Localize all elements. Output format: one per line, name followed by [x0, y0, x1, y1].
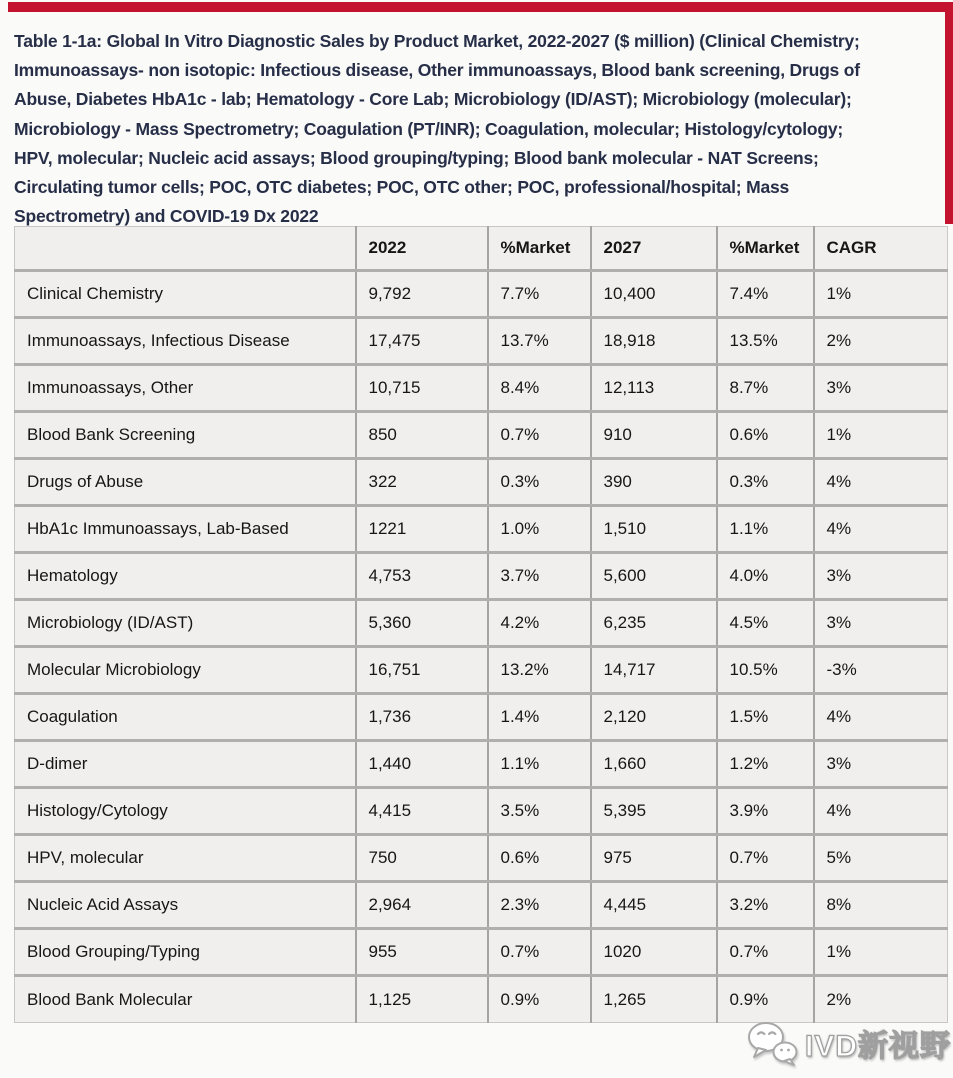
cell-2027-sales: 4,445 — [591, 882, 717, 929]
cell-2022-sales: 4,415 — [356, 788, 488, 835]
cell-cagr: 4% — [814, 459, 948, 506]
table-row — [15, 412, 948, 459]
table-title-line: Microbiology - Mass Spectrometry; Coagulation (PT/INR); Coagulation, molecular; Histology/cytology; — [14, 118, 844, 139]
cell-cagr: 8% — [814, 882, 948, 929]
cell-2027-pct-market: 1.5% — [717, 694, 814, 741]
table-title-line: Abuse, Diabetes HbA1c - lab; Hematology - Core Lab; Microbiology (ID/AST); Microbiology (molecular); — [14, 89, 852, 110]
cell-2027-sales: 12,113 — [591, 365, 717, 412]
header-pct-market-2022: %Market — [488, 227, 591, 271]
table-title-line: Table 1-1a: Global In Vitro Diagnostic Sales by Product Market, 2022-2027 ($ million) (Clinical Chemistry; — [14, 31, 860, 51]
cell-cagr: 4% — [814, 506, 948, 553]
cell-product-market: Blood Bank Screening — [15, 412, 356, 459]
table-row — [15, 788, 948, 835]
cell-cagr: -3% — [814, 647, 948, 694]
cell-2027-pct-market: 0.7% — [717, 835, 814, 882]
cell-2022-pct-market: 1.4% — [488, 694, 591, 741]
cell-2022-sales: 5,360 — [356, 600, 488, 647]
cell-2027-pct-market: 3.9% — [717, 788, 814, 835]
cell-product-market: Drugs of Abuse — [15, 459, 356, 506]
table-title-line: Circulating tumor cells; POC, OTC diabetes; POC, OTC other; POC, professional/hospital; Mass — [14, 177, 790, 198]
header-cagr: CAGR — [814, 227, 948, 271]
cell-cagr: 2% — [814, 318, 948, 365]
cell-cagr: 1% — [814, 412, 948, 459]
table-row — [15, 459, 948, 506]
table-row — [15, 929, 948, 976]
cell-2027-sales: 1,510 — [591, 506, 717, 553]
cell-2022-sales: 1,736 — [356, 694, 488, 741]
table-row — [15, 365, 948, 412]
table-body — [15, 271, 948, 1023]
cell-2022-pct-market: 1.1% — [488, 741, 591, 788]
cell-2022-pct-market: 13.2% — [488, 647, 591, 694]
table-row — [15, 976, 948, 1023]
watermark-text: IVD新视野 — [804, 1030, 951, 1063]
table-title-line: HPV, molecular; Nucleic acid assays; Blood grouping/typing; Blood bank molecular - NAT Screens; — [14, 147, 819, 168]
header-row — [15, 227, 948, 271]
cell-2027-pct-market: 0.3% — [717, 459, 814, 506]
cell-product-market: Immunoassays, Other — [15, 365, 356, 412]
cell-2027-sales: 5,600 — [591, 553, 717, 600]
cell-cagr: 4% — [814, 788, 948, 835]
cell-2027-sales: 6,235 — [591, 600, 717, 647]
cell-2022-pct-market: 0.9% — [488, 976, 591, 1023]
cell-2027-pct-market: 0.7% — [717, 929, 814, 976]
header-2027: 2027 — [591, 227, 717, 271]
cell-2027-pct-market: 13.5% — [717, 318, 814, 365]
cell-2022-pct-market: 0.7% — [488, 412, 591, 459]
cell-2027-sales: 910 — [591, 412, 717, 459]
cell-product-market: Microbiology (ID/AST) — [15, 600, 356, 647]
cell-cagr: 5% — [814, 835, 948, 882]
cell-2027-pct-market: 8.7% — [717, 365, 814, 412]
cell-2022-sales: 4,753 — [356, 553, 488, 600]
cell-product-market: Blood Bank Molecular — [15, 976, 356, 1023]
cell-product-market: Immunoassays, Infectious Disease — [15, 318, 356, 365]
cell-2027-pct-market: 1.2% — [717, 741, 814, 788]
cell-2027-sales: 2,120 — [591, 694, 717, 741]
top-accent-bar — [8, 2, 953, 12]
cell-2022-sales: 9,792 — [356, 271, 488, 318]
cell-product-market: Histology/Cytology — [15, 788, 356, 835]
table-title-line: Immunoassays- non isotopic: Infectious disease, Other immunoassays, Blood bank screening, Drugs of — [14, 60, 860, 81]
cell-2022-pct-market: 2.3% — [488, 882, 591, 929]
cell-2022-pct-market: 7.7% — [488, 271, 591, 318]
cell-2027-sales: 1,660 — [591, 741, 717, 788]
table-row — [15, 553, 948, 600]
cell-2022-sales: 322 — [356, 459, 488, 506]
cell-2027-pct-market: 1.1% — [717, 506, 814, 553]
cell-product-market: Clinical Chemistry — [15, 271, 356, 318]
cell-cagr: 1% — [814, 271, 948, 318]
cell-2022-sales: 10,715 — [356, 365, 488, 412]
cell-2022-pct-market: 1.0% — [488, 506, 591, 553]
cell-2022-sales: 850 — [356, 412, 488, 459]
cell-2022-sales: 1,440 — [356, 741, 488, 788]
table-title-line: Spectrometry) and COVID-19 Dx 2022 — [14, 206, 319, 227]
cell-2027-sales: 14,717 — [591, 647, 717, 694]
table-row — [15, 741, 948, 788]
cell-cagr: 2% — [814, 976, 948, 1023]
table-row — [15, 318, 948, 365]
cell-2022-pct-market: 0.6% — [488, 835, 591, 882]
cell-2027-sales: 5,395 — [591, 788, 717, 835]
cell-2027-sales: 975 — [591, 835, 717, 882]
cell-product-market: Nucleic Acid Assays — [15, 882, 356, 929]
table-row — [15, 882, 948, 929]
cell-2022-sales: 1221 — [356, 506, 488, 553]
cell-2022-pct-market: 8.4% — [488, 365, 591, 412]
table-row — [15, 647, 948, 694]
cell-2027-pct-market: 0.9% — [717, 976, 814, 1023]
cell-2022-sales: 17,475 — [356, 318, 488, 365]
cell-2027-pct-market: 0.6% — [717, 412, 814, 459]
table-row — [15, 600, 948, 647]
cell-cagr: 1% — [814, 929, 948, 976]
cell-2022-sales: 2,964 — [356, 882, 488, 929]
cell-2022-pct-market: 13.7% — [488, 318, 591, 365]
cell-2027-pct-market: 10.5% — [717, 647, 814, 694]
watermark — [746, 1020, 951, 1066]
cell-cagr: 3% — [814, 600, 948, 647]
table-row — [15, 271, 948, 318]
cell-2022-pct-market: 0.3% — [488, 459, 591, 506]
cell-2022-sales: 1,125 — [356, 976, 488, 1023]
cell-product-market: D-dimer — [15, 741, 356, 788]
cell-product-market: Coagulation — [15, 694, 356, 741]
cell-2027-pct-market: 4.5% — [717, 600, 814, 647]
cell-2027-sales: 1020 — [591, 929, 717, 976]
cell-2022-pct-market: 3.7% — [488, 553, 591, 600]
cell-cagr: 3% — [814, 365, 948, 412]
cell-2022-sales: 955 — [356, 929, 488, 976]
cell-cagr: 3% — [814, 741, 948, 788]
cell-2022-pct-market: 0.7% — [488, 929, 591, 976]
cell-2027-sales: 18,918 — [591, 318, 717, 365]
cell-2027-sales: 1,265 — [591, 976, 717, 1023]
wechat-icon — [746, 1020, 800, 1066]
cell-2022-sales: 16,751 — [356, 647, 488, 694]
header-pct-market-2027: %Market — [717, 227, 814, 271]
table-row — [15, 835, 948, 882]
cell-2027-sales: 390 — [591, 459, 717, 506]
cell-cagr: 4% — [814, 694, 948, 741]
cell-product-market: Molecular Microbiology — [15, 647, 356, 694]
cell-product-market: HPV, molecular — [15, 835, 356, 882]
cell-2022-pct-market: 3.5% — [488, 788, 591, 835]
cell-cagr: 3% — [814, 553, 948, 600]
table-header — [15, 227, 948, 271]
header-product-market — [15, 227, 356, 271]
cell-2027-sales: 10,400 — [591, 271, 717, 318]
cell-2027-pct-market: 3.2% — [717, 882, 814, 929]
ivd-sales-table — [14, 226, 948, 1023]
table-row — [15, 694, 948, 741]
cell-2022-pct-market: 4.2% — [488, 600, 591, 647]
cell-2022-sales: 750 — [356, 835, 488, 882]
right-accent-bar — [945, 2, 953, 224]
cell-product-market: Hematology — [15, 553, 356, 600]
header-2022: 2022 — [356, 227, 488, 271]
table-title — [14, 27, 944, 231]
cell-2027-pct-market: 4.0% — [717, 553, 814, 600]
cell-product-market: Blood Grouping/Typing — [15, 929, 356, 976]
cell-product-market: HbA1c Immunoassays, Lab-Based — [15, 506, 356, 553]
cell-2027-pct-market: 7.4% — [717, 271, 814, 318]
table-row — [15, 506, 948, 553]
